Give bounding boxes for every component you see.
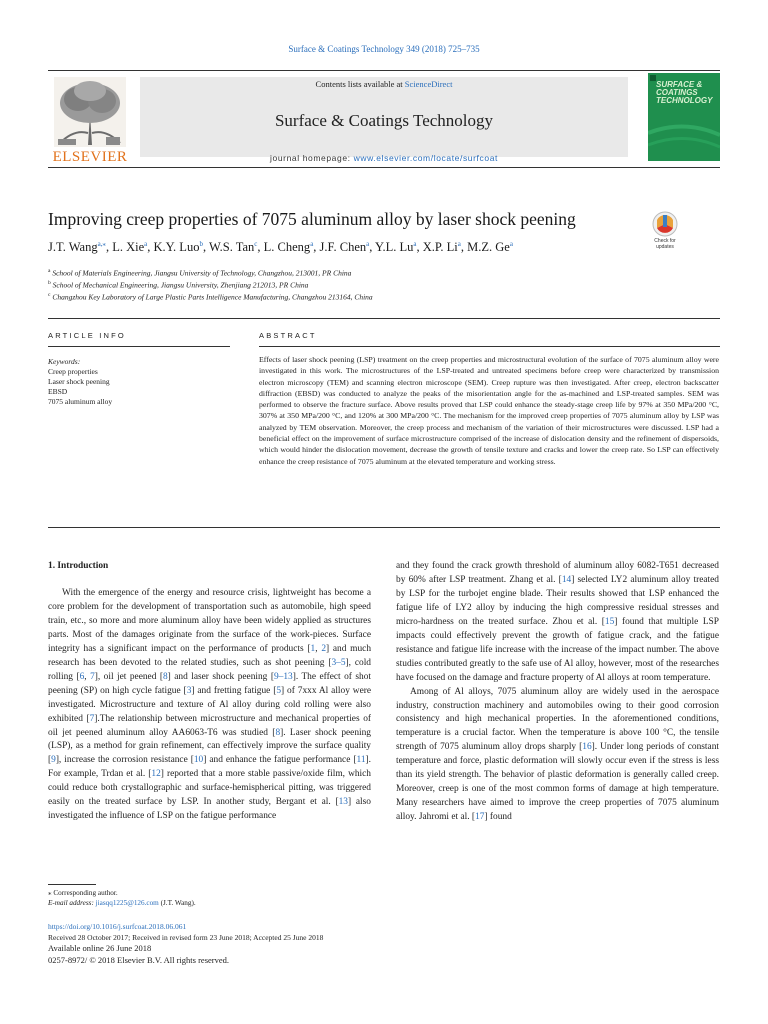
citation-link[interactable]: 10 [193, 755, 204, 766]
email-label: E-mail address: [48, 899, 96, 907]
email-link[interactable]: jiasqq1225@126.com [95, 899, 159, 907]
keyword-item: EBSD [48, 387, 68, 396]
corresponding-author-note: ⁎ Corresponding author. [48, 889, 118, 897]
citation-link[interactable]: 13 [338, 797, 348, 808]
contents-prefix: Contents lists available at [315, 79, 405, 89]
footnote-divider [48, 884, 96, 885]
citation-link[interactable]: 5 [276, 685, 282, 696]
affiliation-text: School of Mechanical Engineering, Jiangsu University, Zhenjiang 212013, PR China [52, 280, 309, 290]
journal-reference-link[interactable]: Surface & Coatings Technology 349 (2018) 725–735 [288, 44, 480, 54]
citation-link[interactable]: 6 [79, 671, 85, 682]
journal-homepage-line [140, 153, 628, 163]
keywords-block [48, 357, 228, 407]
affiliation-a [48, 268, 708, 278]
left-column [48, 560, 371, 824]
copyright-line: 0257-8972/ © 2018 Elsevier B.V. All rights reserved. [48, 955, 230, 965]
author-name: M.Z. Ge [467, 240, 510, 255]
abstract-text: Effects of laser shock peening (LSP) treatment on the creep properties and microstructural evolution of the surface of 7075 aluminum alloy were investigated in this work. The microstructures of the LSP-treated and untreated specimens before creep were characterized by transmission electron microscopy (TEM) and scanning electron microscope (SEM). Creep rupture was then investigated. After creep, electron backscatter diffraction (EBSD) was conducted to analyze the peaks of the misorientation angle for the as-machined and LSP-treated samples. SEM was performed to observe the fracture surface. Above results proved that LSP could enhance the steady-stage creep life by 97% at 350 MPa/200 °C, 307% at 350 MPa/200 °C, and 120% at 300 MPa/200 °C. The mechanism for the improved creep properties of 7075 aluminum alloy by LSP was analyzed by TEM observation. Moreover, the creep process and mechanism of the variation of their microstructures were discussed. LSP had a beneficial effect on the improvement of surface microstructure comprised of the increase of dislocation density and the refinement of dispersoids, which would hinder the dislocation movement, decrease the growth of tensile texture and cracks and lower the creep rate. So LSP can effectively enhance the creep resistance of 7075 aluminum at the elevated temperature and working stress. [259, 355, 719, 466]
citation-link[interactable]: 17 [475, 812, 485, 823]
citation-link[interactable]: 16 [582, 742, 592, 753]
check-for-updates-icon [645, 210, 685, 238]
affiliation-marker: a [48, 268, 51, 274]
available-online: Available online 26 June 2018 [48, 943, 152, 953]
author-name: L. Xie [112, 240, 145, 255]
citation-link[interactable]: 7 [89, 713, 95, 724]
affiliation-b [48, 280, 708, 290]
section-heading-introduction: 1. Introduction [48, 561, 109, 571]
article-info-heading: ARTICLE INFO [48, 331, 126, 340]
check-for-updates-badge[interactable] [645, 210, 685, 256]
author-name: J.T. Wang [48, 240, 98, 255]
homepage-prefix: journal homepage: [270, 153, 354, 163]
author-affiliation-link[interactable]: c [254, 240, 258, 248]
author-list: J.T. Wang$^{a,⁎}$, L. Xie$^a$, K.Y. Luo$^b$, W.S. Tan$^c$, L. Cheng$^a$, J.F. Chen$^a$, Y.L. Lu$^a$, X.P. Li$^a$, M.Z. Ge$^a$ [48, 240, 513, 255]
contents-available-line [140, 79, 628, 89]
author-affiliation-link[interactable]: a [310, 240, 314, 248]
author-affiliation-link[interactable]: a [144, 240, 148, 248]
affiliation-c [48, 292, 708, 302]
author-name: X.P. Li [422, 240, 458, 255]
right-column [396, 560, 719, 825]
cover-title: SURFACE & COATINGS TECHNOLOGY [656, 80, 713, 105]
author-affiliation-link[interactable]: a,⁎ [97, 240, 106, 248]
keyword-item: Creep properties [48, 367, 98, 376]
citation-link[interactable]: 8 [275, 727, 281, 738]
author-affiliation-link[interactable]: a [366, 240, 370, 248]
journal-title: Surface & Coatings Technology [274, 111, 494, 130]
affiliation-marker: c [48, 292, 51, 298]
citation-link[interactable]: 3 [186, 685, 192, 696]
article-info-divider [48, 346, 230, 347]
citation-link[interactable]: 11 [356, 755, 366, 766]
citation-link[interactable]: 9–13 [273, 671, 293, 682]
abstract-bottom-divider [48, 527, 720, 528]
author-affiliation-link[interactable]: a [509, 240, 513, 248]
journal-cover-thumbnail[interactable] [648, 73, 720, 161]
author-name: Y.L. Lu [375, 240, 414, 255]
body-paragraph: Among of Al alloys, 7075 aluminum alloy are widely used in the aerospace industry, construction machinery and automobiles owing to their good corrosion consistency and high mechanical properties. In the aforementioned conditions, temperature is a crucial factor. When the temperature is above 100 °C, the tensile strength of 7075 aluminum alloy drops sharply [16]. Under long periods of constant temperature and force, plastic deformation will slowly occur even if the stress is less than its yield strength. The behavior of plastic deformation is generally called creep. Moreover, creep is one of the most common forms of damage at high temperature. Many researchers have aimed to improve the creep properties of 7075 aluminum alloy. Jahromi et al. [17] found [396, 686, 719, 823]
citation-link[interactable]: 9 [51, 755, 56, 766]
journal-masthead [48, 70, 720, 168]
journal-homepage-link[interactable]: www.elsevier.com/locate/surfcoat [353, 153, 498, 163]
keyword-item: 7075 aluminum alloy [48, 397, 113, 406]
author-affiliation-link[interactable]: b [199, 240, 203, 248]
header-divider [48, 318, 720, 319]
keyword-item: Laser shock peening [48, 377, 110, 386]
check-for-updates-label: Check for updates [654, 238, 676, 250]
sciencedirect-link[interactable]: ScienceDirect [404, 79, 453, 89]
abstract-divider [259, 346, 720, 347]
author-name: W.S. Tan [208, 240, 255, 255]
affiliation-text: Changzhou Key Laboratory of Large Plastic Parts Intelligence Manufacturing, Changzhou 213164, China [52, 292, 373, 302]
cover-graphic [648, 73, 720, 161]
email-footnote [48, 899, 448, 907]
author-affiliation-link[interactable]: a [457, 240, 461, 248]
email-suffix: (J.T. Wang). [158, 899, 196, 907]
received-dates: Received 28 October 2017; Received in revised form 23 June 2018; Accepted 25 June 2018 [48, 933, 324, 942]
citation-link[interactable]: 7 [90, 671, 95, 682]
citation-link[interactable]: 8 [162, 671, 168, 682]
body-paragraph: With the emergence of the energy and resource crisis, lightweight has become a core problem for the development of transportation such as automobile, high speed train, etc., so more and more aluminum alloy have been widely applied as structures parts. Most of the damages originate from the surface of the work-pieces. Surface integrity has a significant impact on the performance of products [1, 2] and much research has been devoted to the related studies, such as shot peening [3–5], cold rolling [6, 7], oil jet peened [8] and laser shock peening [9–13]. The effect of shot peening (SP) on high cycle fatigue [3] and fretting fatigue [5] of 7xxx Al alloy were investigated. Microstructure and texture of Al alloy during cold rolling were also exhibited [7].The relationship between microstructure and mechanical properties of oil jet peened aluminum alloy AA6063-T6 was studied [8]. Laser shock peening (LSP), as a method for grain refinement, can effectively improve the surface quality [9], increase the corrosion resistance [10] and enhance the fatigue performance [11]. For example, Trdan et al. [12] reported that a more stable passive/oxide film, which could reduce both crystallographic and surface-hemispherical pitting, was triggered easily on the treated surface by LSP. In another study, Bergant et al. [13] also investigated the influence of LSP on the fatigue performance [48, 588, 372, 822]
citation-link[interactable]: 2 [321, 643, 326, 654]
author-name: J.F. Chen [319, 240, 367, 255]
author-name: L. Cheng [263, 240, 311, 255]
citation-link[interactable]: 12 [151, 769, 161, 780]
citation-link[interactable]: 15 [604, 616, 615, 627]
elsevier-tree-icon [54, 77, 126, 147]
publisher-wordmark: ELSEVIER [52, 149, 128, 165]
publisher-logo[interactable] [48, 77, 132, 163]
citation-link[interactable]: 1 [310, 643, 316, 654]
author-affiliation-link[interactable]: a [413, 240, 417, 248]
keywords-label: Keywords: [48, 357, 81, 366]
doi-link[interactable]: https://doi.org/10.1016/j.surfcoat.2018.06.061 [48, 922, 187, 931]
affiliation-text: School of Materials Engineering, Jiangsu University of Technology, Changzhou, 213001, PR China [52, 268, 352, 278]
article-title: Improving creep properties of 7075 aluminum alloy by laser shock peening [48, 209, 576, 229]
abstract-heading: ABSTRACT [259, 331, 317, 340]
body-paragraph: and they found the crack growth threshold of aluminum alloy 6082-T651 decreased by 60% after LSP treatment. Zhang et al. [14] selected LY2 aluminum alloy treated by LSP for the turbojet engine blade. Their results showed that LSP enhanced the fatigue life of LY2 alloy by inducing the high compressive residual stresses and micro-hardness on the treated surface. Zhou et al. [15] found that multiple LSP impacts could effectively prevent the growth of fatigue crack, and the fatigue resistance and fatigue life increase with the increase of the impact number. The above studies contributed greatly to the safe use of Al alloy, however, most of the researches have focused on the damage and fracture property of Al alloys at room temperature. [396, 561, 719, 683]
citation-link[interactable]: 14 [561, 574, 572, 585]
author-name: K.Y. Luo [153, 240, 200, 255]
affiliation-marker: b [48, 280, 51, 286]
citation-link[interactable]: 3–5 [331, 657, 346, 668]
